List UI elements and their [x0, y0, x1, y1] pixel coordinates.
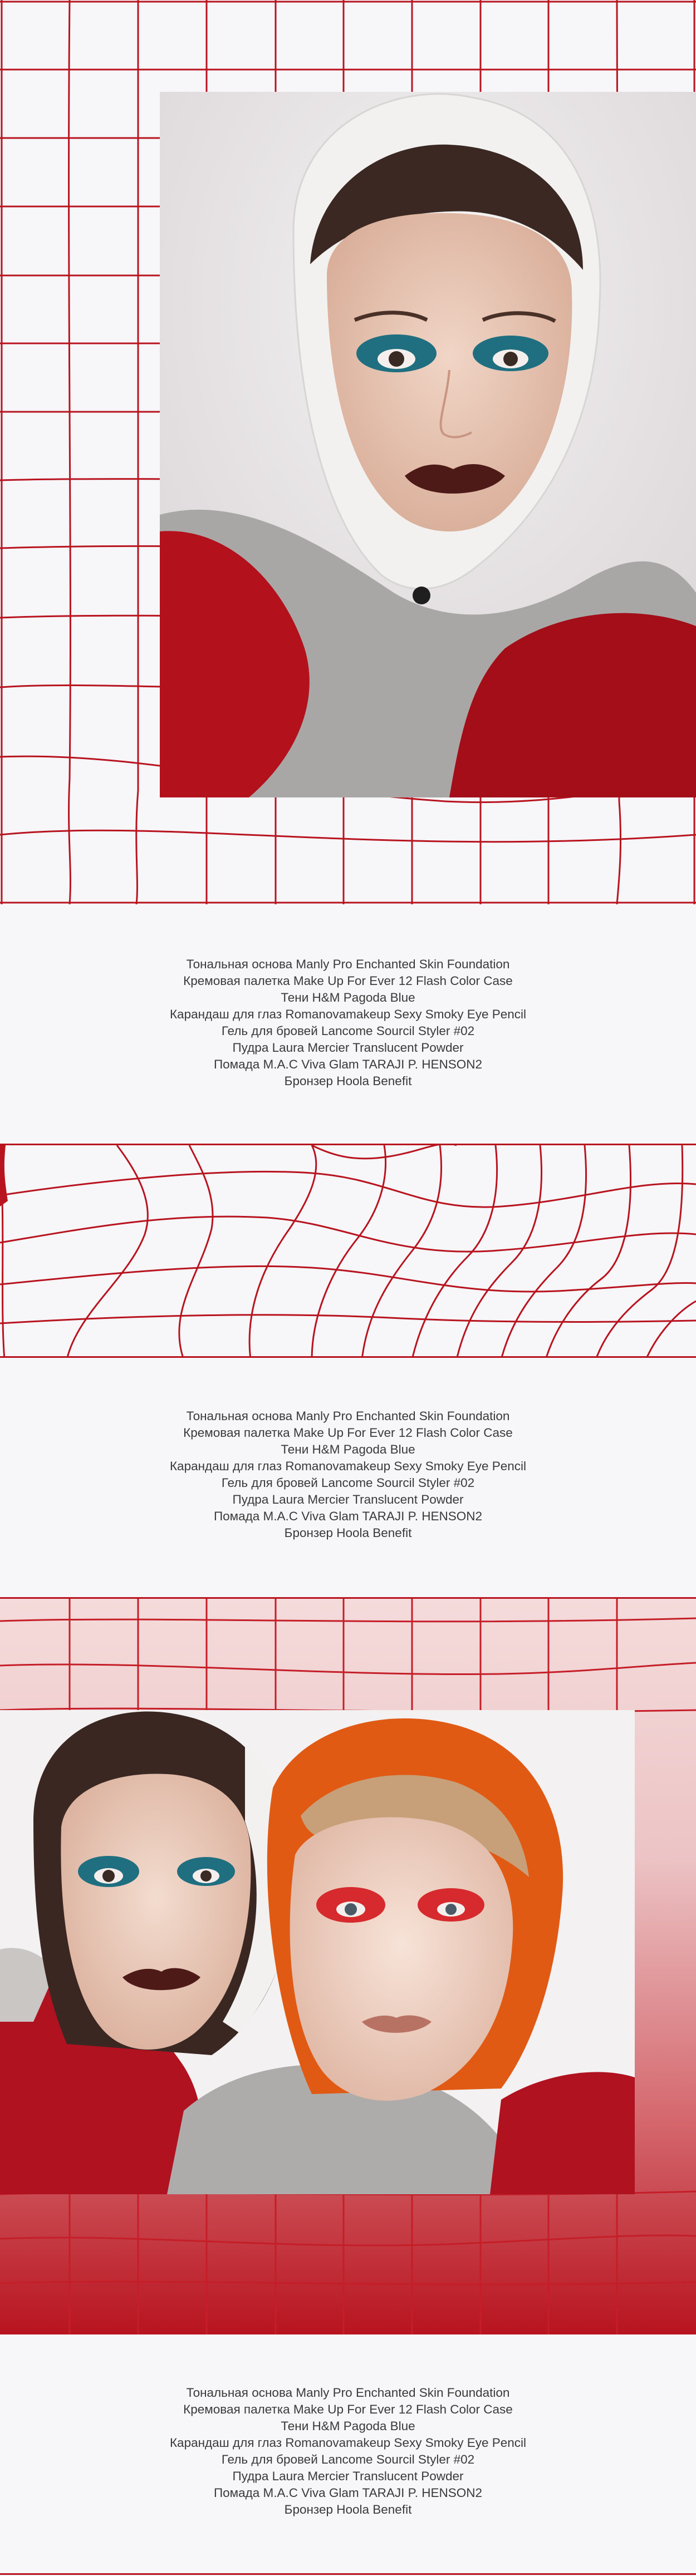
duo-portrait-illustration	[0, 1710, 635, 2194]
portrait-illustration	[160, 92, 696, 797]
credit-line: Тени H&M Pagoda Blue	[281, 1442, 415, 1456]
warped-grid	[0, 1145, 696, 1358]
credit-line: Бронзер Hoola Benefit	[284, 2503, 412, 2516]
credit-line: Карандаш для глаз Romanovamakeup Sexy Smoky Eye Pencil	[169, 2436, 527, 2450]
credit-line: Карандаш для глаз Romanovamakeup Sexy Smoky Eye Pencil	[169, 1007, 527, 1021]
credit-line: Тональная основа Manly Pro Enchanted Skin Foundation	[186, 2386, 510, 2400]
credit-line: Тени H&M Pagoda Blue	[281, 2419, 415, 2433]
credit-line: Помада M.A.C Viva Glam TARAJI P. HENSON2	[213, 2486, 482, 2500]
grid-panel-top	[0, 0, 696, 904]
portrait-photo	[160, 92, 696, 797]
credit-line: Гель для бровей Lancome Sourcil Styler #02	[221, 2452, 475, 2466]
product-credits-3	[0, 2385, 696, 2518]
credit-line: Помада M.A.C Viva Glam TARAJI P. HENSON2	[213, 1509, 482, 1523]
credit-line: Кремовая палетка Make Up For Ever 12 Flash Color Case	[183, 2402, 513, 2416]
credit-line: Тени H&M Pagoda Blue	[281, 991, 415, 1004]
grid-panel-middle	[0, 1144, 696, 1358]
product-credits-2	[0, 1408, 696, 1541]
bottom-border	[0, 2573, 696, 2575]
credit-line: Гель для бровей Lancome Sourcil Styler #02	[221, 1476, 475, 1490]
credit-line: Пудра Laura Mercier Translucent Powder	[232, 1493, 464, 1506]
credit-line: Тональная основа Manly Pro Enchanted Skin Foundation	[186, 957, 510, 971]
credit-line: Кремовая палетка Make Up For Ever 12 Flash Color Case	[183, 1426, 513, 1440]
grid-panel-bottom	[0, 1597, 696, 2334]
credit-line: Пудра Laura Mercier Translucent Powder	[232, 1041, 464, 1055]
credit-line: Тональная основа Manly Pro Enchanted Skin Foundation	[186, 1409, 510, 1423]
credit-line: Бронзер Hoola Benefit	[284, 1526, 412, 1540]
credit-line: Кремовая палетка Make Up For Ever 12 Flash Color Case	[183, 974, 513, 988]
credit-line: Бронзер Hoola Benefit	[284, 1074, 412, 1088]
credit-line: Помада M.A.C Viva Glam TARAJI P. HENSON2	[213, 1057, 482, 1071]
product-credits-1	[0, 956, 696, 1090]
duo-portrait-photo	[0, 1710, 635, 2194]
credit-line: Карандаш для глаз Romanovamakeup Sexy Smoky Eye Pencil	[169, 1459, 527, 1473]
credit-line: Пудра Laura Mercier Translucent Powder	[232, 2469, 464, 2483]
credit-line: Гель для бровей Lancome Sourcil Styler #02	[221, 1024, 475, 1038]
